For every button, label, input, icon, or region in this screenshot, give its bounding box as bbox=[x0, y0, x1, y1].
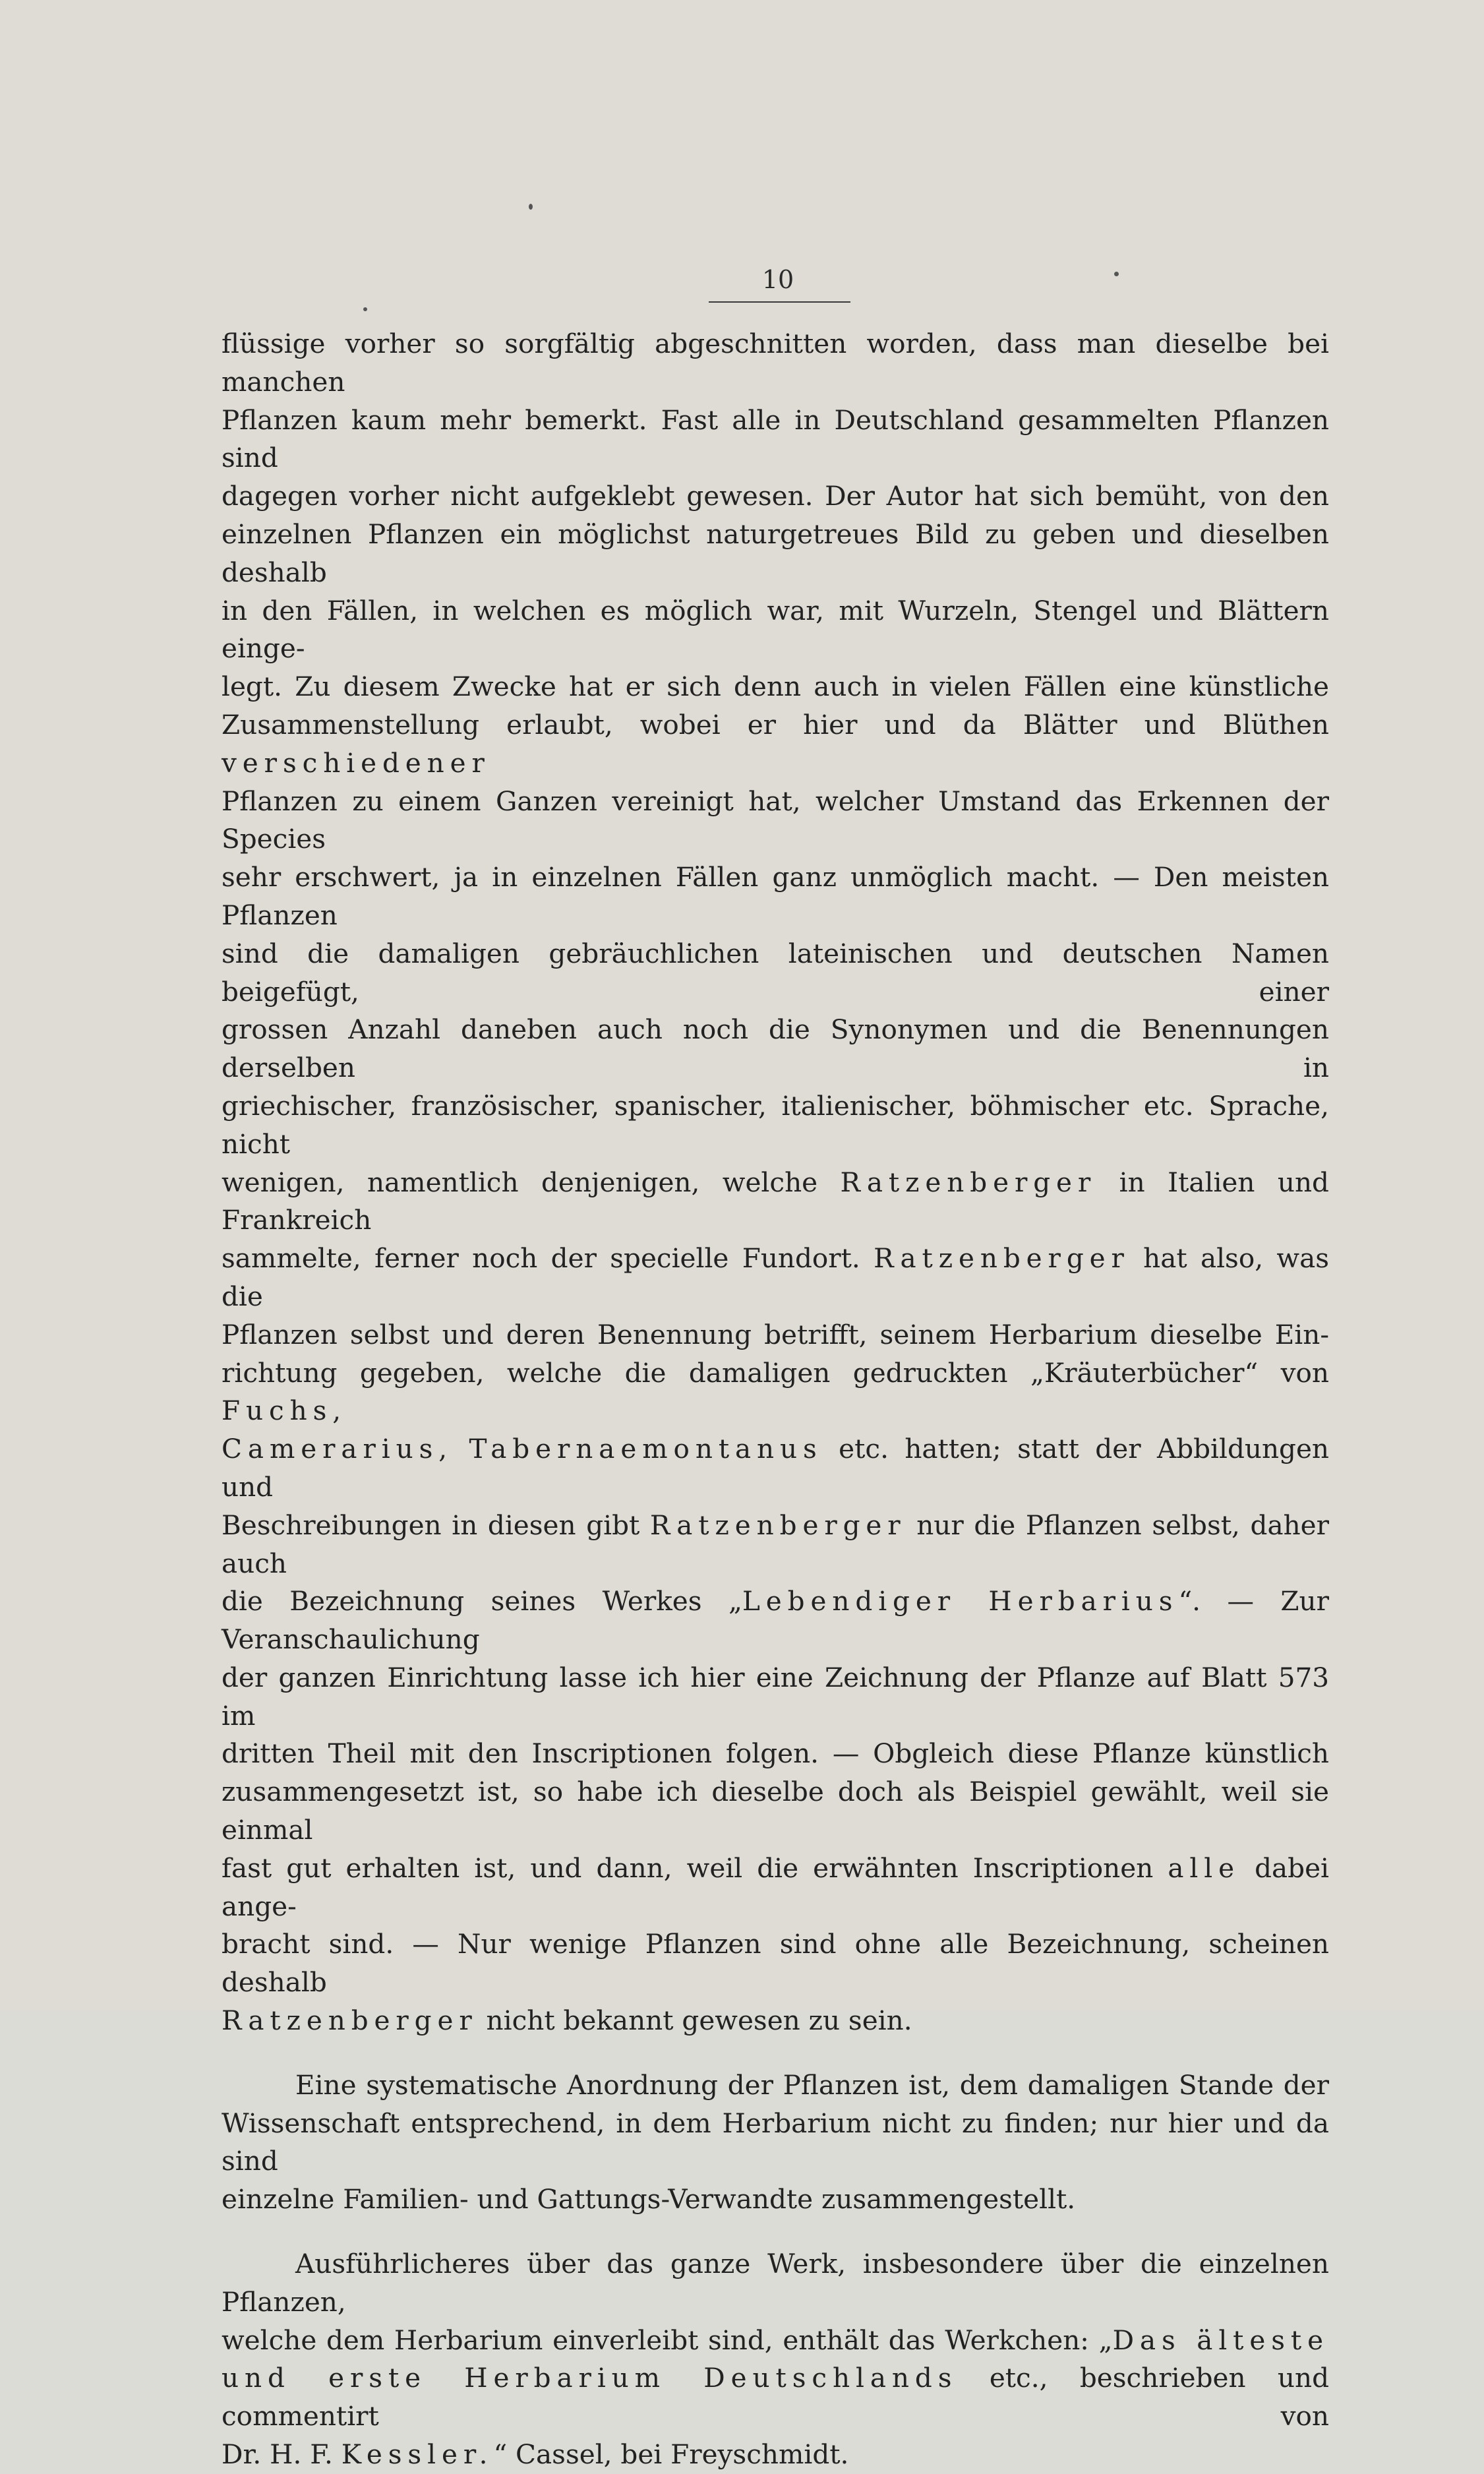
text-segment: nur die Pflanzen selbst, daher auch bbox=[222, 1509, 1329, 1579]
text-line: Ausführlicheres über das ganze Werk, insbesondere über die einzelnen Pflanzen, bbox=[222, 2248, 1329, 2318]
spaced-name: Tabernaemontanus bbox=[469, 1433, 823, 1465]
text-line: Eine systematische Anordnung der Pflanzen ist, dem damaligen Stande der bbox=[295, 2068, 1329, 2101]
text-line bbox=[222, 2436, 1329, 2474]
text-segment: etc., beschrieben und commentirt von bbox=[222, 2362, 1330, 2432]
text-line: flüssige vorher so sorgfältig abgeschnitten worden, dass man dieselbe bei manchen bbox=[222, 328, 1329, 398]
text-line bbox=[222, 1507, 1329, 1583]
page-number: 10 bbox=[761, 265, 794, 294]
print-speck bbox=[363, 307, 367, 311]
text-line: Wissenschaft entsprechend, in dem Herbarium nicht zu finden; nur hier und da sind bbox=[222, 2107, 1329, 2177]
spaced-title: Das älteste bbox=[1112, 2324, 1329, 2356]
spaced-name: Ratzenberger bbox=[840, 1166, 1097, 1198]
text-line: dagegen vorher nicht aufgeklebt gewesen. Der Autor hat sich bemüht, von den bbox=[222, 480, 1329, 512]
text-segment: Beschreibungen in diesen gibt bbox=[222, 1509, 640, 1541]
text-segment: wenigen, namentlich denjenigen, welche bbox=[222, 1166, 818, 1198]
text-line: sind die damaligen gebräuchlichen lateinischen und deutschen Namen beigefügt, einer bbox=[222, 937, 1329, 1008]
spaced-name: Fuchs, bbox=[222, 1395, 347, 1427]
text-line bbox=[222, 2359, 1329, 2436]
spaced-title: und erste Herbarium Deutschlands bbox=[222, 2362, 958, 2394]
text-line: bracht sind. — Nur wenige Pflanzen sind ohne alle Bezeichnung, scheinen deshalb bbox=[222, 1928, 1329, 1999]
text-segment: welche dem Herbarium einverleibt sind, enthält das Werkchen: „ bbox=[222, 2324, 1113, 2356]
body-text bbox=[222, 325, 1329, 2474]
spaced-name: Camerarius, bbox=[222, 1433, 454, 1465]
text-segment: etc. hatten; statt der Abbildungen und bbox=[222, 1433, 1330, 1503]
text-segment: in Italien und Frankreich bbox=[222, 1166, 1329, 1236]
spaced-word: verschiedener bbox=[222, 746, 490, 779]
text-segment: Dr. H. F. bbox=[222, 2438, 333, 2471]
text-line bbox=[222, 1430, 1329, 1507]
text-line: einzelnen Pflanzen ein möglichst naturgetreues Bild zu geben und dieselben deshalb bbox=[222, 518, 1329, 588]
text-segment: richtung gegeben, welche die damaligen gedruckten „Kräuterbücher“ von bbox=[222, 1356, 1329, 1389]
print-speck bbox=[1114, 272, 1119, 276]
text-line: einzelne Familien- und Gattungs-Verwandte zusammengestellt. bbox=[222, 2183, 1076, 2216]
spaced-word: alle bbox=[1168, 1852, 1241, 1884]
text-segment: hat also, was die bbox=[222, 1242, 1330, 1312]
text-line: dritten Theil mit den Inscriptionen folgen. — Obgleich diese Pflanze künstlich bbox=[222, 1737, 1329, 1770]
text-line bbox=[222, 2322, 1329, 2360]
text-segment: dabei ange- bbox=[222, 1852, 1330, 1922]
text-segment: Zusammenstellung erlaubt, wobei er hier und da Blätter und Blüthen bbox=[222, 708, 1329, 740]
text-line: in den Fällen, in welchen es möglich war, mit Wurzeln, Stengel und Blättern einge- bbox=[222, 594, 1329, 665]
text-line: Pflanzen kaum mehr bemerkt. Fast alle in Deutschland gesammelten Pflanzen sind bbox=[222, 404, 1329, 474]
text-line bbox=[222, 1583, 1329, 1659]
text-line: Pflanzen zu einem Ganzen vereinigt hat, welcher Umstand das Erkennen der Species bbox=[222, 785, 1329, 855]
print-speck bbox=[529, 204, 533, 210]
text-line bbox=[222, 706, 1329, 783]
text-line bbox=[222, 2002, 1329, 2040]
text-line: der ganzen Einrichtung lasse ich hier eine Zeichnung der Pflanze auf Blatt 573 im bbox=[222, 1661, 1329, 1732]
text-segment: nicht bekannt gewesen zu sein. bbox=[486, 2005, 912, 2037]
text-segment: “ Cassel, bei Freyschmidt. bbox=[493, 2438, 849, 2471]
text-segment: fast gut erhalten ist, und dann, weil die erwähnten Inscriptionen bbox=[222, 1852, 1154, 1884]
text-line: sehr erschwert, ja in einzelnen Fällen ganz unmöglich macht. — Den meisten Pflanzen bbox=[222, 861, 1329, 931]
spaced-name: Ratzenberger bbox=[222, 2005, 478, 2037]
text-segment: sammelte, ferner noch der specielle Fundort. bbox=[222, 1242, 860, 1275]
text-line bbox=[222, 1164, 1329, 1240]
text-line bbox=[222, 1354, 1329, 1431]
text-line: zusammengesetzt ist, so habe ich dieselbe doch als Beispiel gewählt, weil sie einmal bbox=[222, 1776, 1329, 1846]
text-segment: “. — Zur Veranschaulichung bbox=[222, 1585, 1329, 1656]
text-line bbox=[222, 1850, 1329, 1926]
header-rule bbox=[709, 301, 850, 303]
text-line: legt. Zu diesem Zwecke hat er sich denn auch in vielen Fällen eine künstliche bbox=[222, 671, 1329, 703]
text-line: Pflanzen selbst und deren Benennung betrifft, seinem Herbarium dieselbe Ein- bbox=[222, 1318, 1329, 1350]
text-line: griechischer, französischer, spanischer, italienischer, böhmischer etc. Sprache, nicht bbox=[222, 1089, 1329, 1160]
spaced-name: Kessler. bbox=[341, 2438, 494, 2471]
spaced-title: Lebendiger Herbarius bbox=[742, 1585, 1179, 1617]
text-line: grossen Anzahl daneben auch noch die Synonymen und die Benennungen derselben in bbox=[222, 1013, 1329, 1084]
spaced-name: Ratzenberger bbox=[649, 1509, 906, 1541]
text-line bbox=[222, 1240, 1329, 1316]
text-segment: die Bezeichnung seines Werkes „ bbox=[222, 1585, 742, 1617]
spaced-name: Ratzenberger bbox=[874, 1242, 1130, 1275]
